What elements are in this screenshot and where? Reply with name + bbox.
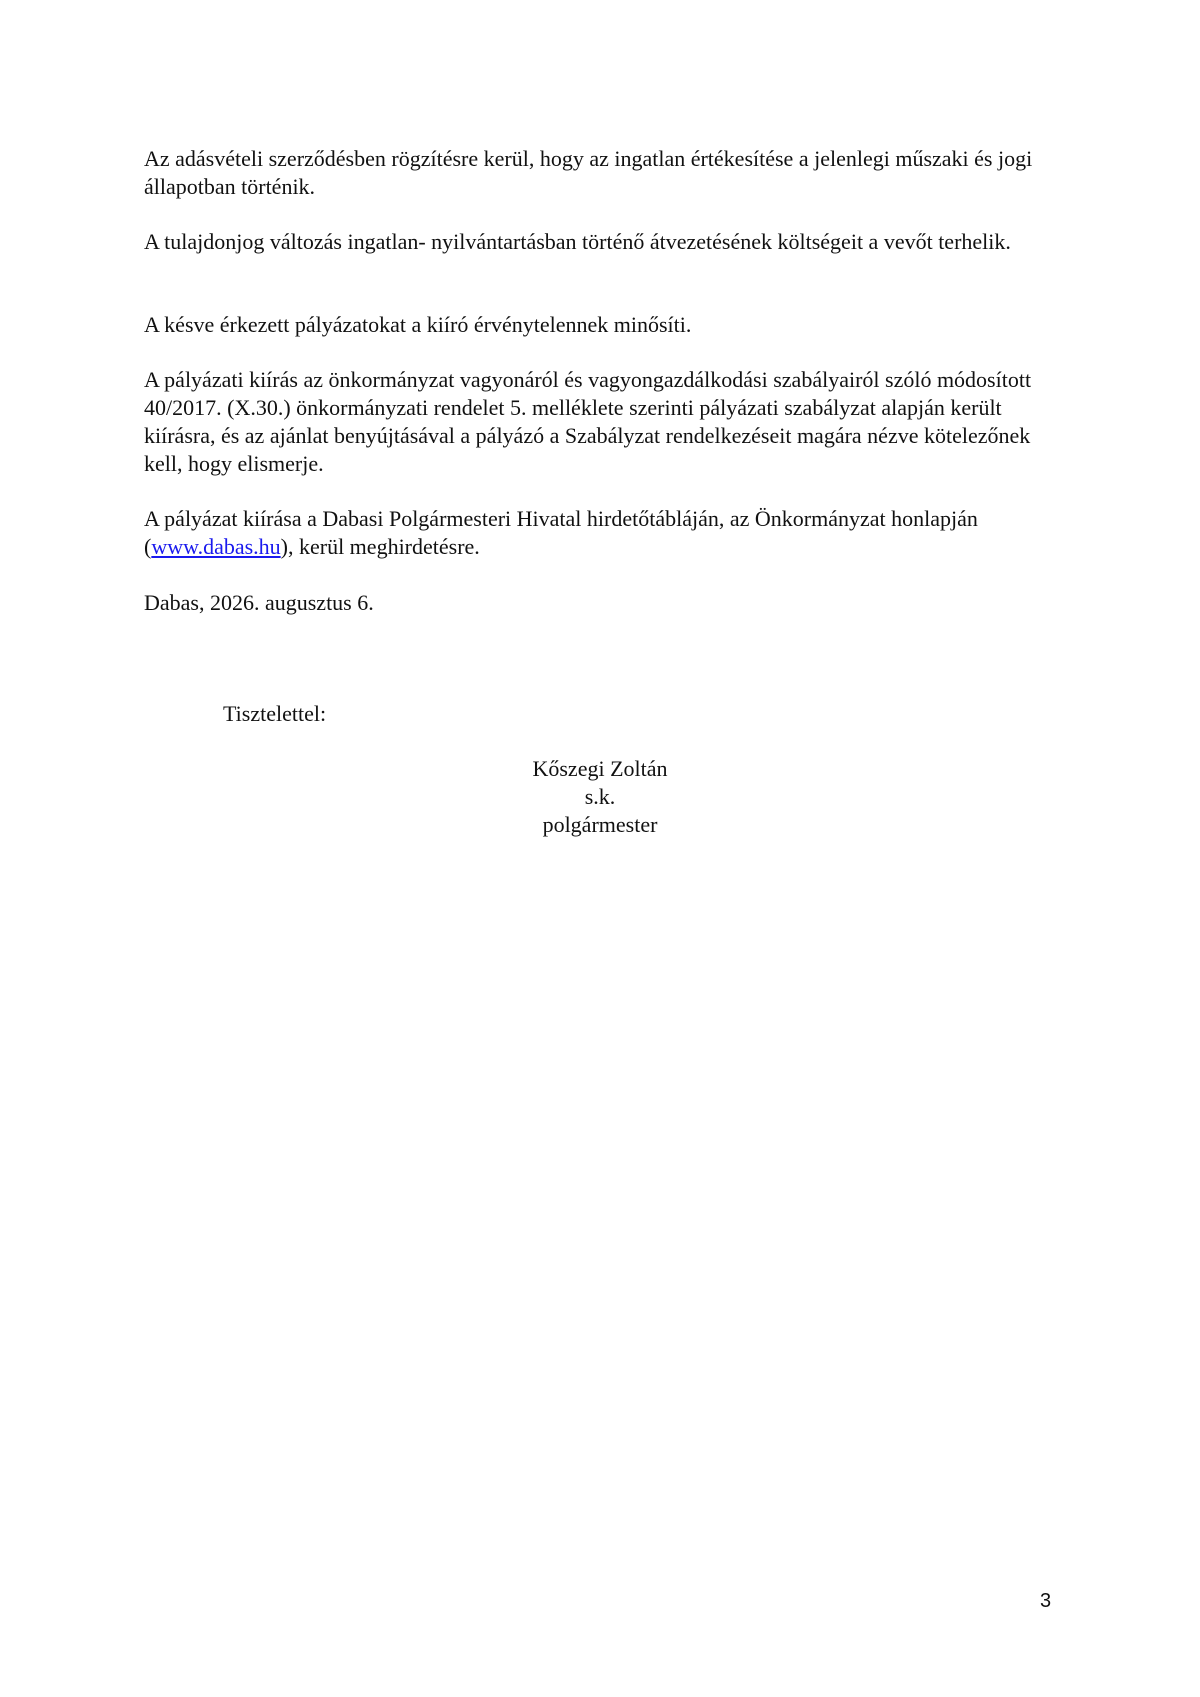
publication-text-after: ), kerül meghirdetésre.: [280, 534, 480, 559]
paragraph-tender-rules: A pályázati kiírás az önkormányzat vagyonáról és vagyongazdálkodási szabályairól szóló módosított 40/2017. (X.30.) önkormányzati rendelet 5. melléklete szerinti pályázati szabályzat alapján került kiírásra, és az ajánlat benyújtásával a pályázó a Szabályzat rendelkezéseit magára nézve kötelezőnek kell, hogy elismerje.: [144, 367, 1032, 476]
signatory-title: polgármester: [542, 812, 658, 837]
date-line: Dabas, 2026. augusztus 6.: [144, 590, 374, 615]
paragraph-registration-costs: A tulajdonjog változás ingatlan- nyilvántartásban történő átvezetésének költségeit a vevőt terhelik.: [144, 229, 1011, 254]
paragraph-contract-condition: Az adásvételi szerződésben rögzítésre kerül, hogy az ingatlan értékesítése a jelenlegi műszaki és jogi állapotban történik.: [144, 146, 1033, 199]
paragraph-late-submissions: A késve érkezett pályázatokat a kiíró érvénytelennek minősíti.: [144, 312, 692, 337]
publication-text-before: A pályázat kiírása a Dabasi Polgármesteri Hivatal hirdetőtábláján, az Önkormányzat honlapján (: [144, 506, 978, 559]
greeting: Tisztelettel:: [223, 701, 327, 726]
page-number: 3: [1040, 1590, 1052, 1612]
signatory-name: Kőszegi Zoltán: [532, 756, 668, 781]
signature-note: s.k.: [584, 784, 616, 809]
signature-block: [450, 755, 750, 839]
paragraph-publication: [144, 505, 1064, 561]
website-link[interactable]: www.dabas.hu: [151, 534, 281, 559]
